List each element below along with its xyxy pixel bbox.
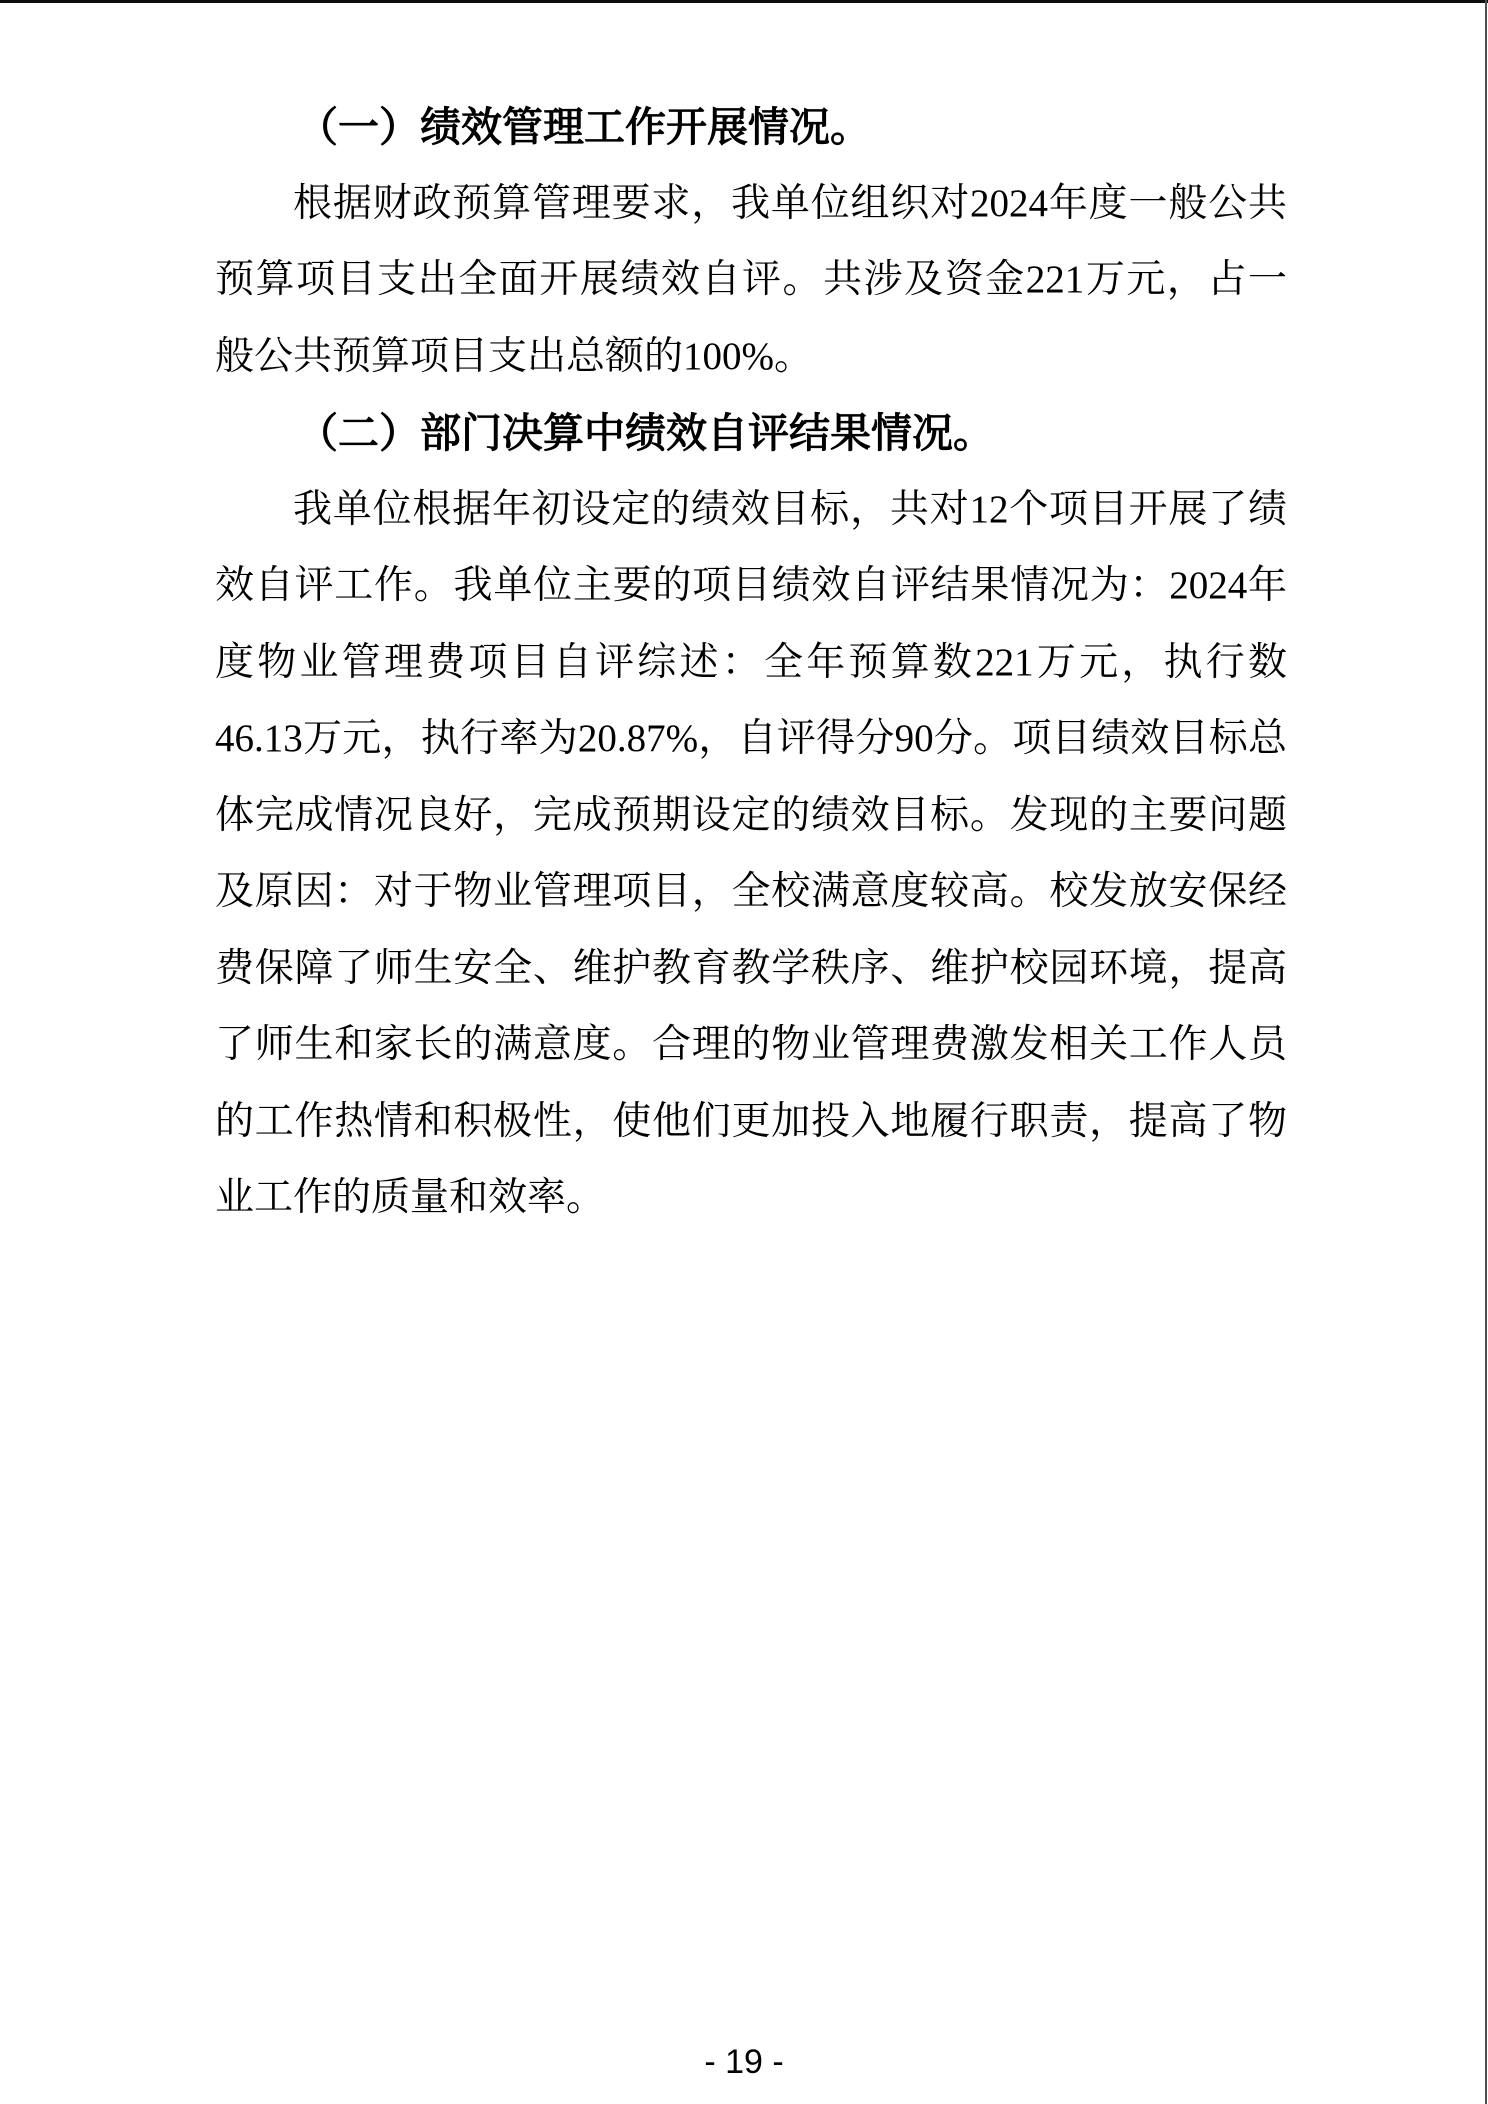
document-body: [215, 89, 1287, 1237]
section-heading-1: （一）绩效管理工作开展情况。: [297, 104, 871, 150]
page-footer: [0, 2042, 1488, 2082]
paragraph-performance-management: 根据财政预算管理要求，我单位组织对2024年度一般公共预算项目支出全面开展绩效自评。共涉及资金221万元，占一般公共预算项目支出总额的100%。: [215, 181, 1287, 378]
page-right-edge-line: [1485, 0, 1487, 2104]
section-heading-2: （二）部门决算中绩效自评结果情况。: [297, 410, 994, 456]
page-top-edge-line: [0, 0, 1488, 3]
page-number: - 19 -: [704, 2043, 784, 2081]
paragraph-self-evaluation-results: 我单位根据年初设定的绩效目标，共对12个项目开展了绩效自评工作。我单位主要的项目绩效自评结果情况为：2024年度物业管理费项目自评综述：全年预算数221万元，执行数46.13万元，执行率为20.87%，自评得分90分。项目绩效目标总体完成情况良好，完成预期设定的绩效目标。发现的主要问题及原因：对于物业管理项目，全校满意度较高。校发放安保经费保障了师生安全、维护教育教学秩序、维护校园环境，提高了师生和家长的满意度。合理的物业管理费激发相关工作人员的工作热情和积极性，使他们更加投入地履行职责，提高了物业工作的质量和效率。: [215, 487, 1287, 1219]
